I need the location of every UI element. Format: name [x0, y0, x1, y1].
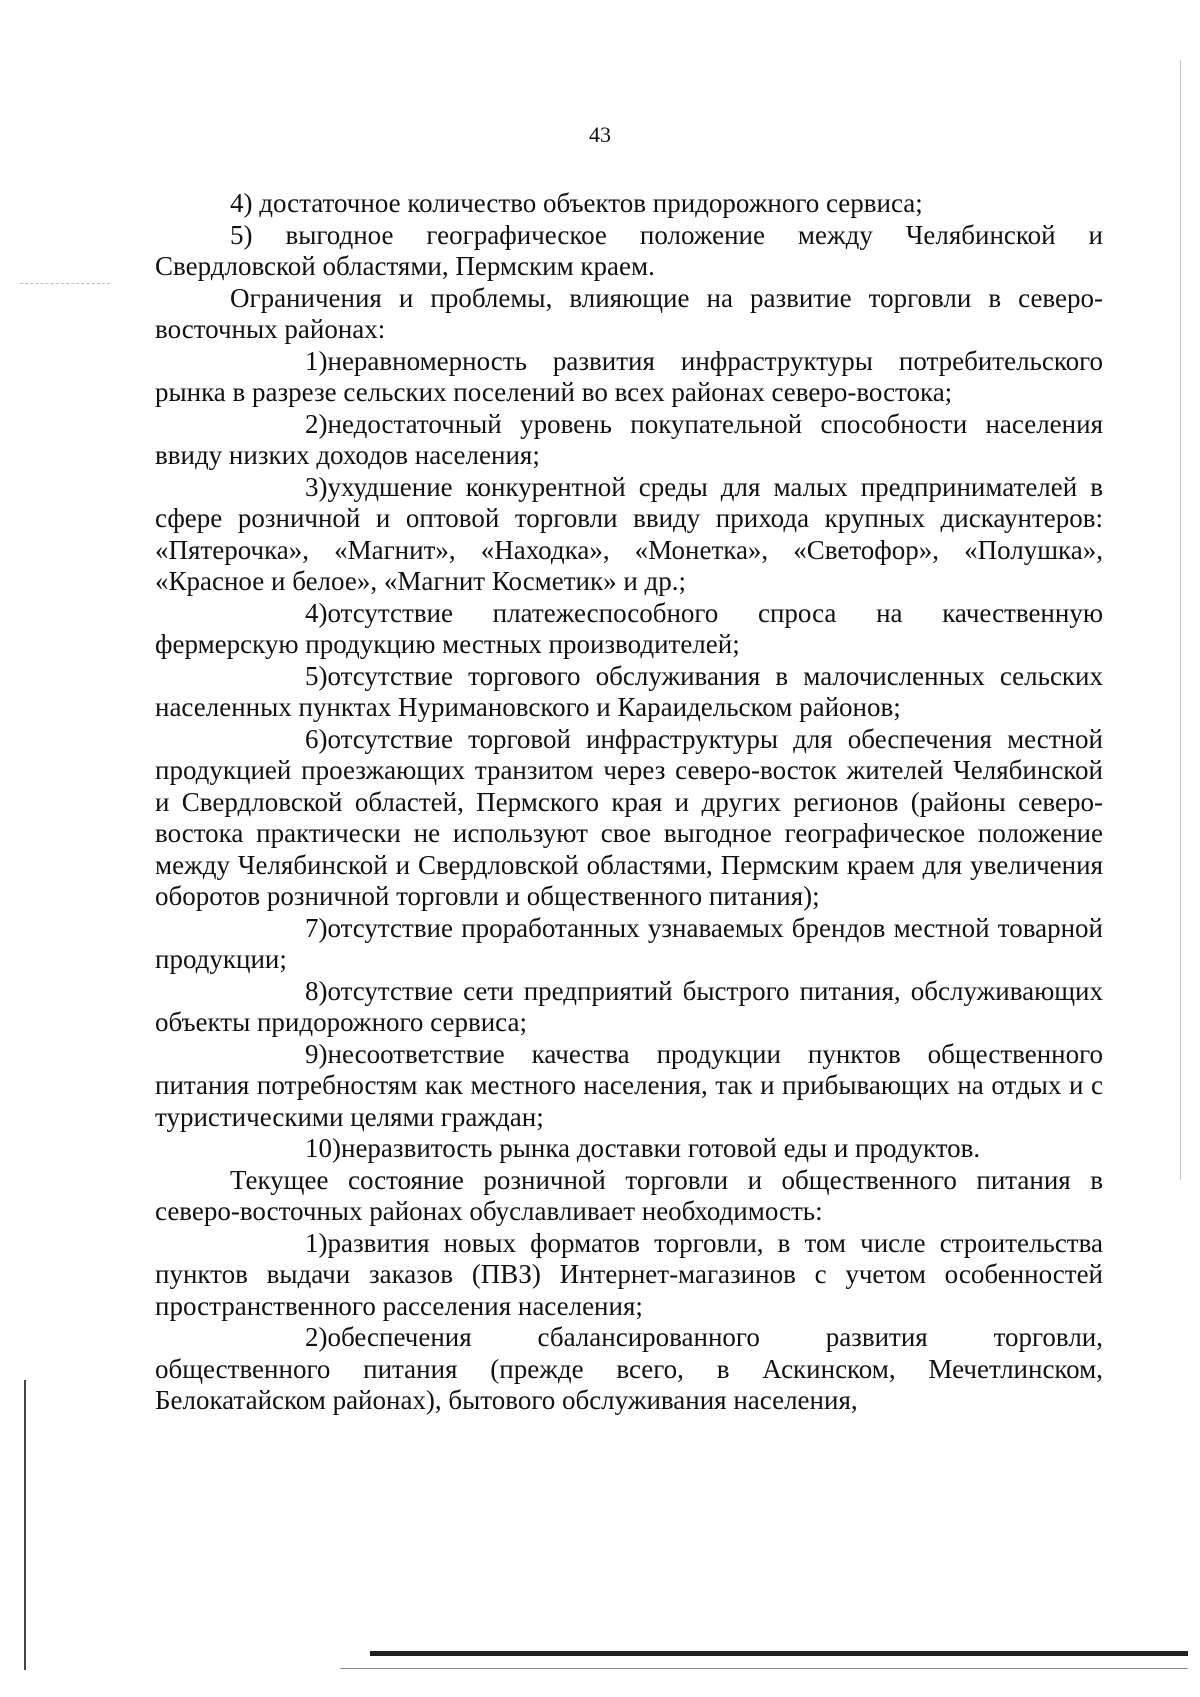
list-item-number: 8) [305, 975, 328, 1006]
list-item-text: недостаточный уровень покупательной способности населения ввиду низких доходов населения; [155, 408, 1103, 470]
list-item-text: отсутствие торговой инфраструктуры для обеспечения местной продукцией проезжающих транзитом через северо-восток жителей Челябинской и Свердловской областей, Пермского края и других регионов (районы северо-востока практически не используют свое выгодное географическое положение между Челябинской и Свердловской областями, Пермским краем для увеличения оборотов розничной торговли и общественного питания); [155, 723, 1103, 911]
scan-artifact-mark [20, 283, 110, 285]
list-item-text: несоответствие качества продукции пунктов общественного питания потребностям как местного населения, так и прибывающих на отдых и с туристическими целями граждан; [155, 1038, 1103, 1132]
list-item-text: ухудшение конкурентной среды для малых предпринимателей в сфере розничной и оптовой торговли ввиду прихода крупных дискаунтеров: «Пятерочка», «Магнит», «Находка», «Монетка», «Светофор», «Полушка», «Красное и белое», «Магнит Косметик» и др.; [155, 471, 1103, 596]
list-item [155, 661, 1103, 724]
paragraph [155, 220, 1103, 283]
paragraph-text: 5) выгодное географическое положение между Челябинской и Свердловской областями, Пермским краем. [155, 219, 1103, 281]
list-item-text: неразвитость рынка доставки готовой еды и продуктов. [341, 1133, 981, 1163]
paragraph-text: Ограничения и проблемы, влияющие на развитие торговли в северо-восточных районах: [155, 282, 1103, 344]
list-item [155, 1322, 1103, 1417]
paragraph-text: Текущее состояние розничной торговли и общественного питания в северо-восточных районах обуславливает необходимость: [155, 1164, 1103, 1226]
list-item [155, 724, 1103, 913]
scan-edge-bottom [370, 1651, 1188, 1656]
list-item-text: развития новых форматов торговли, в том числе строительства пунктов выдачи заказов (ПВЗ) Интернет-магазинов с учетом особенностей пространственного расселения населения; [155, 1227, 1103, 1321]
list-item-text: отсутствие платежеспособного спроса на качественную фермерскую продукцию местных производителей; [155, 597, 1103, 659]
list-item-number: 1) [305, 345, 328, 376]
list-item-number: 9) [305, 1038, 328, 1069]
list-item-number: 2) [305, 1322, 328, 1352]
list-item [155, 913, 1103, 976]
page-number: 43 [589, 122, 611, 147]
document-body [155, 188, 1103, 1417]
list-item-number: 10) [305, 1133, 341, 1163]
list-item-number: 1) [305, 1227, 328, 1258]
list-item [155, 346, 1103, 409]
list-item-text: неравномерность развития инфраструктуры потребительского рынка в разрезе сельских поселений во всех районах северо-востока; [155, 345, 1103, 407]
list-item-number: 2) [305, 408, 328, 439]
scan-edge-bottom-thin [340, 1668, 1188, 1669]
list-item-number: 5) [305, 660, 328, 691]
paragraph [155, 283, 1103, 346]
paragraph [155, 1165, 1103, 1228]
list-item-number: 6) [305, 723, 328, 754]
paragraph [155, 188, 1103, 220]
list-item [155, 1228, 1103, 1323]
list-item-number: 4) [305, 597, 328, 628]
list-item-text: отсутствие сети предприятий быстрого питания, обслуживающих объекты придорожного сервиса; [155, 975, 1103, 1037]
list-item [155, 472, 1103, 598]
list-item-text: отсутствие проработанных узнаваемых брендов местной товарной продукции; [155, 912, 1103, 974]
paragraph-text: 4) достаточное количество объектов придорожного сервиса; [230, 188, 923, 218]
list-item-text: отсутствие торгового обслуживания в малочисленных сельских населенных пунктах Нуримановского и Караидельском районов; [155, 660, 1103, 722]
list-item [155, 1039, 1103, 1134]
list-item [155, 1133, 1103, 1165]
list-item-number: 3) [305, 471, 328, 502]
list-item [155, 976, 1103, 1039]
scan-edge-left [24, 1380, 26, 1670]
scan-edge-right [1180, 60, 1181, 1180]
list-item-number: 7) [305, 912, 328, 943]
list-item [155, 409, 1103, 472]
list-item [155, 598, 1103, 661]
list-item-text: обеспечения сбалансированного развития торговли, общественного питания (прежде всего, в Аскинском, Мечетлинском, Белокатайском районах), бытового обслуживания населения, [155, 1322, 1103, 1415]
